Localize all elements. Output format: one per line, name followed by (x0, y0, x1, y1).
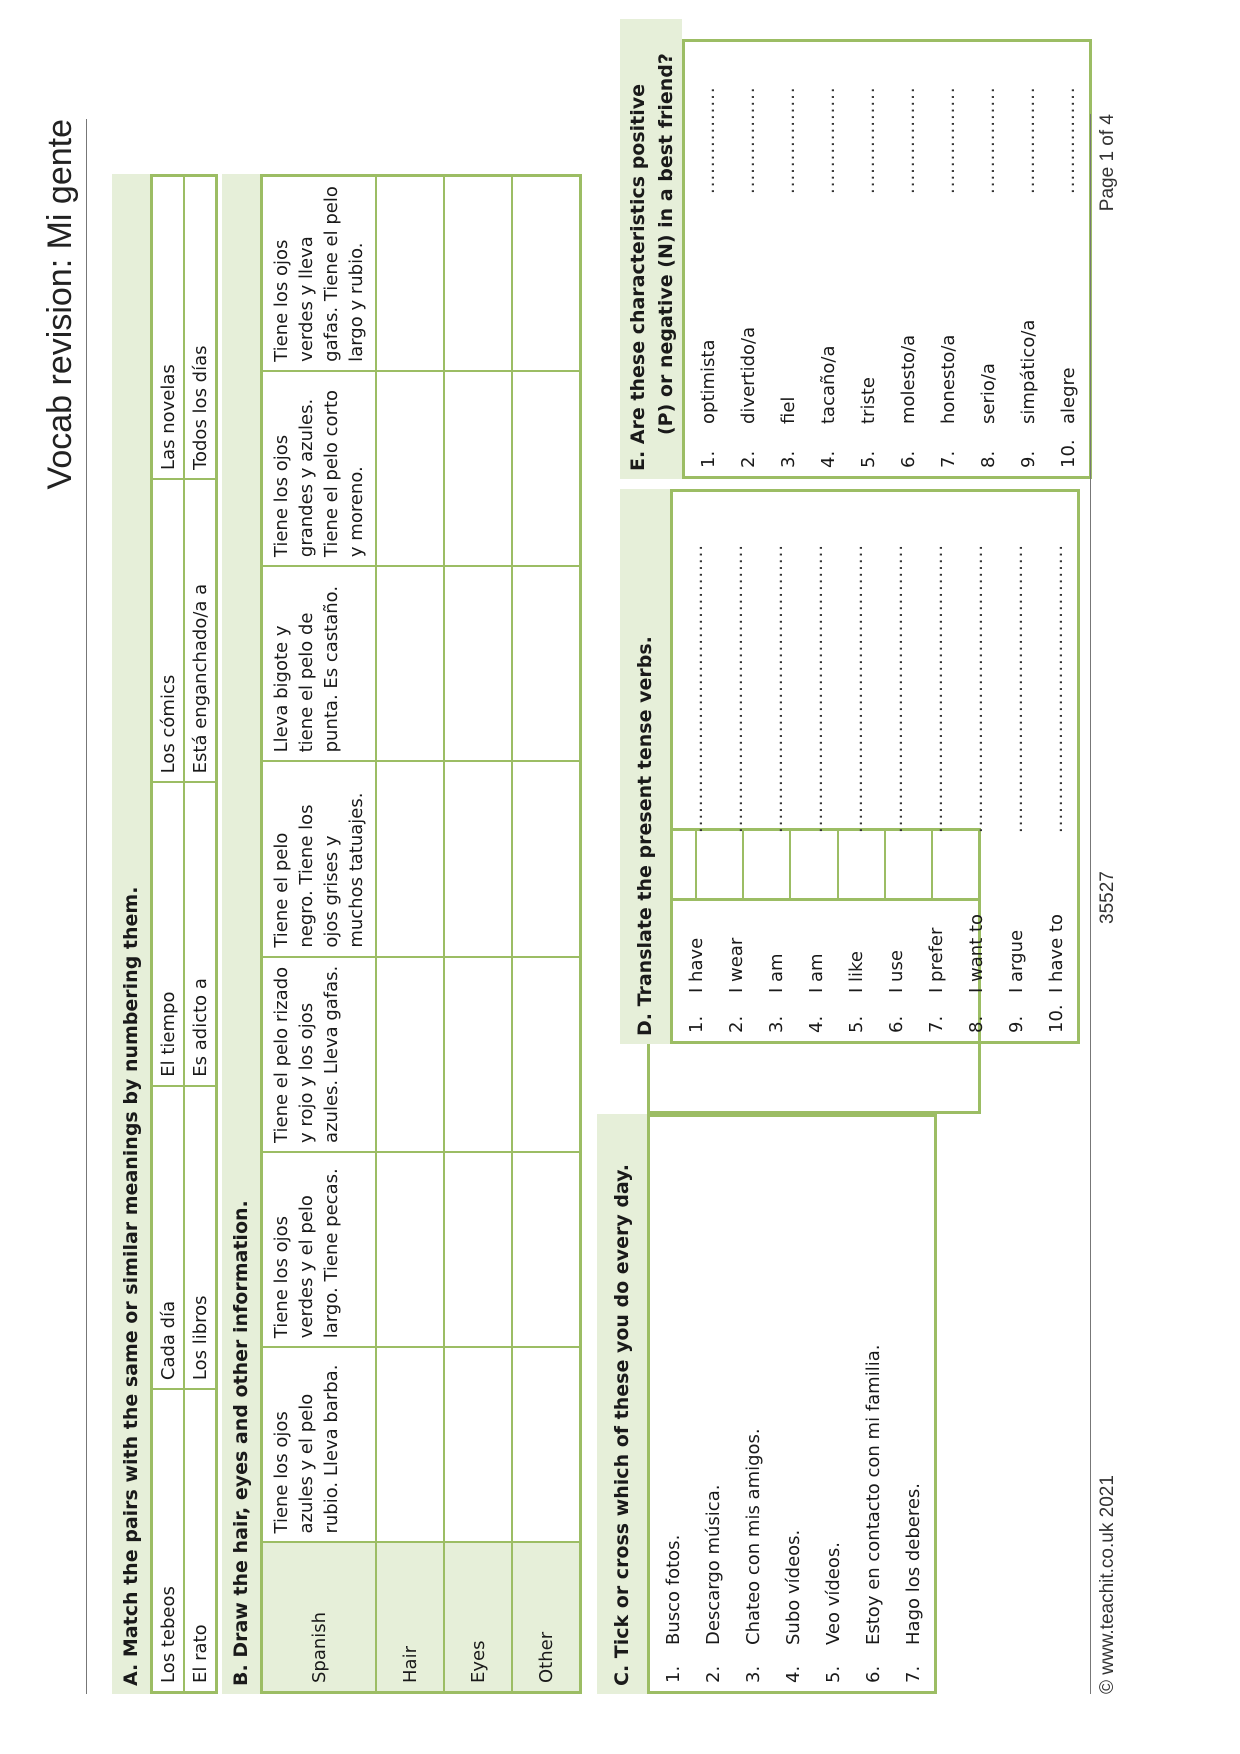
answer-line[interactable]: ................ (1018, 86, 1039, 194)
list-item (1037, 492, 1077, 1041)
answer-line[interactable]: ................ (818, 86, 839, 194)
item-number: 10. (1046, 1004, 1067, 1033)
answer-line[interactable]: ................ (898, 86, 919, 194)
drawing-cell[interactable] (512, 566, 581, 761)
item-number: 3. (766, 1015, 787, 1033)
list-item (717, 492, 757, 1041)
drawing-cell[interactable] (444, 371, 512, 566)
list-item (957, 492, 997, 1041)
item-number: 7. (903, 1665, 924, 1683)
list-item (929, 42, 969, 476)
translation-list (670, 489, 1080, 1044)
hair-row (376, 176, 444, 1693)
drawing-cell[interactable] (512, 1152, 581, 1347)
drawing-cell[interactable] (444, 1152, 512, 1347)
item-text: Estoy en contacto con mi familia. (863, 1344, 884, 1645)
item-number: 5. (858, 450, 879, 468)
answer-line[interactable]: ................ (1058, 86, 1079, 194)
item-text: Busco fotos. (663, 1534, 684, 1645)
item-number: 3. (778, 450, 799, 468)
item-text: divertido/a (738, 326, 759, 424)
item-text: Subo vídeos. (783, 1529, 804, 1645)
section-b-heading: B. Draw the hair, eyes and other information. (222, 174, 260, 1694)
item-text: Chateo con mis amigos. (743, 1428, 764, 1645)
matching-cell: Está enganchado/a a (184, 479, 217, 782)
row-label-hair: Hair (376, 1543, 444, 1693)
section-d (620, 489, 1080, 1044)
drawing-cell[interactable] (376, 1347, 444, 1542)
list-item (969, 42, 1009, 476)
resource-code: 35527 (1097, 871, 1118, 924)
list-item (797, 492, 837, 1041)
answer-line[interactable]: ................ (858, 86, 879, 194)
list-item (877, 492, 917, 1041)
item-text: triste (858, 377, 879, 424)
item-number: 2. (726, 1015, 747, 1033)
answer-line[interactable]: ........................................... (1006, 543, 1027, 833)
copyright-text: © www.teachit.co.uk 2021 (1097, 1475, 1118, 1694)
description-cell: Tiene los ojos grandes y azules. Tiene el pelo corto y moreno. (262, 371, 377, 566)
list-item (917, 492, 957, 1041)
item-number: 6. (863, 1665, 884, 1683)
answer-line[interactable]: ........................................... (806, 543, 827, 833)
item-text: I want to (966, 913, 987, 993)
item-number: 10. (1058, 439, 1079, 468)
item-number: 1. (663, 1665, 684, 1683)
drawing-table (260, 174, 582, 1694)
section-b (222, 174, 582, 1694)
description-cell: Tiene el pelo rizado y rojo y los ojos azules. Lleva gafas. (262, 957, 377, 1152)
item-text: serio/a (978, 363, 999, 424)
matching-cell: Cada día (152, 1086, 185, 1389)
answer-line[interactable]: ........................................... (966, 543, 987, 833)
drawing-cell[interactable] (376, 761, 444, 956)
answer-line[interactable]: ................ (698, 86, 719, 194)
item-number: 7. (926, 1015, 947, 1033)
section-e-heading (620, 19, 682, 479)
drawing-cell[interactable] (376, 566, 444, 761)
item-number: 4. (806, 1015, 827, 1033)
item-text: Veo vídeos. (823, 1542, 844, 1645)
drawing-cell[interactable] (512, 957, 581, 1152)
section-a (112, 174, 218, 1694)
page-footer (1090, 114, 1121, 1694)
description-cell: Tiene el pelo negro. Tiene los ojos grises y muchos tatuajes. (262, 761, 377, 956)
drawing-cell[interactable] (512, 1347, 581, 1542)
item-text: I am (806, 953, 827, 993)
row-label-spanish: Spanish (262, 1543, 377, 1693)
section-e-heading-line2: (P) or negative (N) in a best friend? (655, 53, 677, 435)
item-text: simpático/a (1018, 319, 1039, 424)
item-text: Descargo música. (703, 1484, 724, 1645)
matching-cell: El rato (184, 1389, 217, 1692)
drawing-cell[interactable] (376, 1152, 444, 1347)
list-item (769, 42, 809, 476)
list-item (809, 42, 849, 476)
title-bar (16, 119, 87, 1694)
answer-line[interactable]: ................ (938, 86, 959, 194)
item-number: 7. (938, 450, 959, 468)
list-item (1009, 42, 1049, 476)
item-text: I wear (726, 937, 747, 993)
answer-line[interactable]: ........................................... (686, 543, 707, 833)
description-row (262, 176, 377, 1693)
description-cell: Tiene los ojos verdes y el pelo largo. Tiene pecas. (262, 1152, 377, 1347)
item-text: fiel (778, 396, 799, 424)
drawing-cell[interactable] (444, 957, 512, 1152)
item-number: 8. (966, 1015, 987, 1033)
list-item (757, 492, 797, 1041)
list-item (997, 492, 1037, 1041)
drawing-cell[interactable] (512, 761, 581, 956)
item-number: 5. (846, 1015, 867, 1033)
drawing-cell[interactable] (444, 761, 512, 956)
list-item (849, 42, 889, 476)
item-text: optimista (698, 339, 719, 424)
section-d-heading: D. Translate the present tense verbs. (620, 489, 670, 1044)
description-cell: Lleva bigote y tiene el pelo de punta. Es castaño. (262, 566, 377, 761)
matching-table (150, 174, 218, 1694)
matching-cell: Es adicto a (184, 782, 217, 1085)
matching-cell: Los tebeos (152, 1389, 185, 1692)
drawing-cell[interactable] (376, 957, 444, 1152)
matching-row (184, 176, 217, 1693)
drawing-cell[interactable] (444, 1347, 512, 1542)
drawing-cell[interactable] (376, 176, 444, 371)
item-text: I am (766, 953, 787, 993)
item-number: 2. (703, 1665, 724, 1683)
list-item (1049, 42, 1089, 476)
description-cell: Tiene los ojos verdes y lleva gafas. Tiene el pelo largo y rubio. (262, 176, 377, 371)
drawing-cell[interactable] (512, 371, 581, 566)
section-c-heading: C. Tick or cross which of these you do every day. (597, 1114, 647, 1694)
item-text: alegre (1058, 367, 1079, 424)
list-item (729, 42, 769, 476)
drawing-cell[interactable] (376, 371, 444, 566)
answer-line[interactable]: ........................................... (766, 543, 787, 833)
item-number: 3. (743, 1665, 764, 1683)
item-number: 9. (1006, 1015, 1027, 1033)
section-a-heading: A. Match the pairs with the same or similar meanings by numbering them. (112, 174, 150, 1694)
item-number: 5. (823, 1665, 844, 1683)
item-text: molesto/a (898, 334, 919, 424)
matching-cell: El tiempo (152, 782, 185, 1085)
characteristics-list (682, 39, 1092, 479)
matching-cell: Los cómics (152, 479, 185, 782)
matching-cell: Las novelas (152, 176, 185, 479)
item-number: 1. (686, 1015, 707, 1033)
matching-row (152, 176, 185, 1693)
item-number: 6. (886, 1015, 907, 1033)
answer-line[interactable]: ........................................... (926, 543, 947, 833)
answer-line[interactable]: ................ (778, 86, 799, 194)
eyes-row (444, 176, 512, 1693)
page-title: Vocab revision: Mi gente (41, 119, 79, 490)
item-text: I have to (1046, 914, 1067, 993)
item-text: I argue (1006, 929, 1027, 993)
item-text: I prefer (926, 927, 947, 993)
page-number: Page 1 of 4 (1097, 114, 1118, 212)
drawing-cell[interactable] (512, 176, 581, 371)
answer-line[interactable]: ........................................... (1046, 543, 1067, 833)
list-item (677, 492, 717, 1041)
item-number: 2. (738, 450, 759, 468)
description-cell: Tiene los ojos azules y el pelo rubio. Lleva barba. (262, 1347, 377, 1542)
answer-line[interactable]: ................ (978, 86, 999, 194)
item-text: honesto/a (938, 334, 959, 424)
item-number: 4. (818, 450, 839, 468)
item-number: 8. (978, 450, 999, 468)
item-number: 1. (698, 450, 719, 468)
answer-line[interactable]: ........................................... (846, 543, 867, 833)
section-e-heading-line1: E. Are these characteristics positive (627, 83, 649, 471)
list-item (689, 42, 729, 476)
answer-line[interactable]: ........................................... (886, 543, 907, 833)
list-item (889, 42, 929, 476)
drawing-cell[interactable] (444, 566, 512, 761)
item-text: I like (846, 951, 867, 993)
matching-cell: Todos los días (184, 176, 217, 479)
other-row (512, 176, 581, 1693)
item-text: tacaño/a (818, 345, 839, 424)
row-label-eyes: Eyes (444, 1543, 512, 1693)
row-label-other: Other (512, 1543, 581, 1693)
item-number: 4. (783, 1665, 804, 1683)
matching-cell: Los libros (184, 1086, 217, 1389)
answer-line[interactable]: ........................................... (726, 543, 747, 833)
answer-line[interactable]: ................ (738, 86, 759, 194)
item-number: 9. (1018, 450, 1039, 468)
item-text: I use (886, 950, 907, 993)
item-text: I have (686, 937, 707, 993)
list-item (837, 492, 877, 1041)
drawing-cell[interactable] (444, 176, 512, 371)
item-text: Hago los deberes. (903, 1482, 924, 1645)
section-e (620, 19, 1092, 479)
item-number: 6. (898, 450, 919, 468)
